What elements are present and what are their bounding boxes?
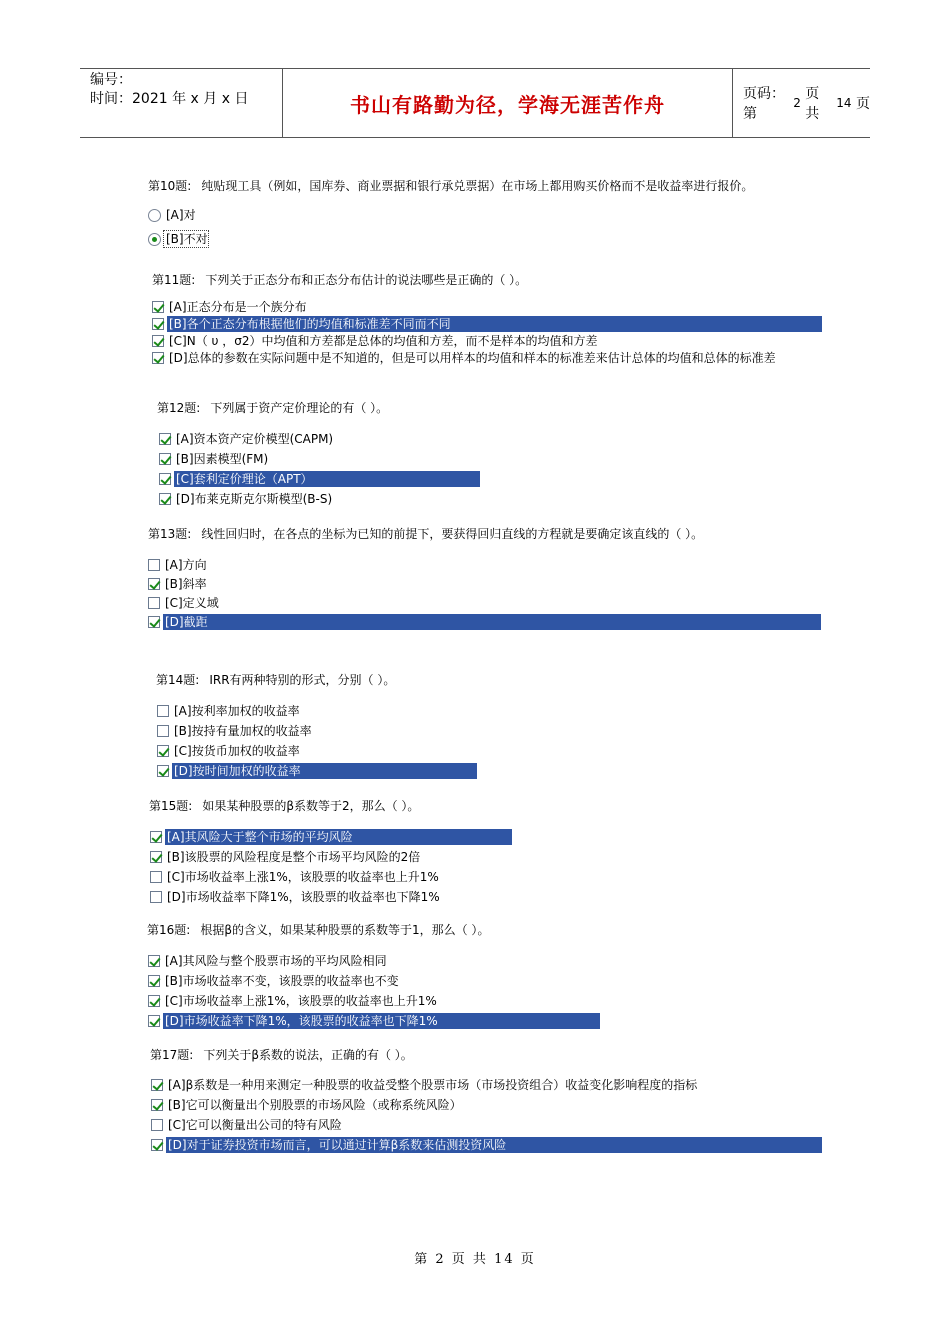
option-label: [A]方向 — [165, 558, 207, 572]
answer-option[interactable] — [150, 828, 512, 846]
footer-post: 页 — [520, 1252, 536, 1267]
checkbox-empty-icon[interactable] — [157, 725, 169, 737]
option-label: [B]斜率 — [165, 577, 207, 591]
checkbox-checked-icon[interactable] — [151, 1079, 163, 1091]
checkbox-checked-icon[interactable] — [151, 1139, 163, 1151]
date-line — [90, 90, 282, 109]
checkbox-checked-icon[interactable] — [159, 433, 171, 445]
option-label: [B]它可以衡量出个别股票的市场风险（或称系统风险） — [168, 1098, 462, 1112]
checkbox-checked-icon[interactable] — [148, 578, 160, 590]
option-label: [D]截距 — [163, 614, 821, 630]
answer-option[interactable] — [150, 888, 440, 906]
answer-option[interactable] — [152, 332, 598, 350]
answer-option[interactable] — [151, 1116, 342, 1134]
checkbox-empty-icon[interactable] — [148, 559, 160, 571]
answer-option[interactable] — [148, 613, 821, 631]
radio-selected-icon[interactable] — [148, 233, 161, 246]
question-text: 下列属于资产定价理论的有（ ）。 — [210, 401, 389, 415]
answer-option[interactable] — [151, 1096, 462, 1114]
question-text: 纯贴现工具（例如，国库券、商业票据和银行承兑票据）在市场上都用购买价格而不是收益率进行报价。 — [201, 179, 754, 193]
option-label: [A]其风险大于整个市场的平均风险 — [165, 829, 512, 845]
question-number: 第12题: — [157, 401, 201, 415]
answer-option[interactable] — [150, 868, 439, 886]
question-title — [152, 271, 527, 288]
answer-option[interactable] — [159, 490, 332, 508]
checkbox-checked-icon[interactable] — [148, 1015, 160, 1027]
checkbox-checked-icon[interactable] — [159, 493, 171, 505]
date-rest: 年 x 月 x 日 — [172, 91, 249, 107]
question-text: IRR有两种特别的形式，分别（ ）。 — [209, 673, 396, 687]
question-number: 第11题: — [152, 273, 196, 287]
option-label: [C]N（ υ ，σ2）中均值和方差都是总体的均值和方差，而不是样本的均值和方差 — [169, 334, 598, 348]
answer-option[interactable] — [151, 1136, 822, 1154]
option-label: [D]市场收益率下降1%，该股票的收益率也下降1% — [163, 1013, 600, 1029]
question-title — [150, 1046, 413, 1063]
option-label: [B]按持有量加权的收益率 — [174, 724, 312, 738]
answer-option[interactable] — [148, 556, 207, 574]
option-label: [D]布莱克斯克尔斯模型(B-S) — [176, 492, 333, 506]
question-title — [156, 671, 395, 688]
question-title — [149, 797, 419, 814]
checkbox-checked-icon[interactable] — [152, 335, 164, 347]
checkbox-empty-icon[interactable] — [151, 1119, 163, 1131]
checkbox-checked-icon[interactable] — [148, 616, 160, 628]
footer-page: 2 — [435, 1252, 446, 1267]
radio-empty-icon[interactable] — [148, 209, 161, 222]
code-label: 编号： — [90, 72, 132, 88]
page-total: 14 — [836, 96, 852, 110]
answer-option[interactable] — [148, 1012, 600, 1030]
option-label: [A]按利率加权的收益率 — [174, 704, 300, 718]
answer-option[interactable] — [157, 722, 312, 740]
answer-option[interactable] — [152, 298, 307, 316]
page-header — [80, 68, 870, 138]
checkbox-checked-icon[interactable] — [152, 318, 164, 330]
option-label: [A]正态分布是一个族分布 — [169, 300, 307, 314]
question-number: 第16题: — [147, 923, 191, 937]
option-label: [C]套利定价理论（APT） — [174, 471, 480, 487]
header-motto: 书山有路勤为径，学海无涯苦作舟 — [282, 69, 733, 137]
page-label: 页码：第 — [743, 86, 785, 122]
option-label: [A]对 — [166, 208, 196, 222]
checkbox-checked-icon[interactable] — [152, 352, 164, 364]
question-number: 第13题: — [148, 527, 192, 541]
answer-option[interactable] — [150, 848, 420, 866]
checkbox-checked-icon[interactable] — [159, 453, 171, 465]
option-label: [C]市场收益率上涨1%，该股票的收益率也上升1% — [165, 994, 437, 1008]
answer-option[interactable] — [151, 1076, 697, 1094]
checkbox-empty-icon[interactable] — [148, 597, 160, 609]
option-label: [A]资本资产定价模型(CAPM) — [176, 432, 334, 446]
answer-option[interactable] — [148, 230, 208, 248]
option-label: [D]按时间加权的收益率 — [172, 763, 477, 779]
option-label: [C]它可以衡量出公司的特有风险 — [168, 1118, 342, 1132]
question-text: 线性回归时，在各点的坐标为已知的前提下，要获得回归直线的方程就是要确定该直线的（ ）。 — [201, 527, 704, 541]
checkbox-checked-icon[interactable] — [148, 955, 160, 967]
option-label: [D]总体的参数在实际问题中是不知道的，但是可以用样本的均值和样本的标准差来估计总体的均值和总体的标准差 — [169, 351, 776, 365]
question-number: 第10题: — [148, 179, 192, 193]
answer-option[interactable] — [152, 315, 822, 333]
option-label: [B]不对 — [166, 232, 208, 246]
checkbox-empty-icon[interactable] — [150, 891, 162, 903]
checkbox-checked-icon[interactable] — [152, 301, 164, 313]
answer-option[interactable] — [159, 430, 333, 448]
checkbox-empty-icon[interactable] — [157, 705, 169, 717]
option-label: [A]其风险与整个股票市场的平均风险相同 — [165, 954, 387, 968]
checkbox-checked-icon[interactable] — [151, 1099, 163, 1111]
answer-option[interactable] — [148, 972, 399, 990]
answer-option[interactable] — [148, 992, 437, 1010]
answer-option[interactable] — [159, 450, 268, 468]
question-text: 如果某种股票的β系数等于2，那么（ ）。 — [202, 799, 420, 813]
question-title — [148, 177, 753, 194]
answer-option[interactable] — [148, 206, 196, 224]
footer-mid: 页 共 — [451, 1252, 488, 1267]
question-title — [148, 525, 703, 542]
answer-option[interactable] — [148, 575, 207, 593]
question-text: 下列关于β系数的说法，正确的有（ ）。 — [203, 1048, 413, 1062]
answer-option[interactable] — [159, 470, 480, 488]
answer-option[interactable] — [157, 762, 477, 780]
option-label: [A]β系数是一种用来测定一种股票的收益受整个股票市场（市场投资组合）收益变化影响程度的指标 — [168, 1078, 698, 1092]
checkbox-checked-icon[interactable] — [159, 473, 171, 485]
page-footer — [0, 1248, 950, 1267]
answer-option[interactable] — [148, 952, 387, 970]
checkbox-checked-icon[interactable] — [148, 995, 160, 1007]
option-label: [C]定义域 — [165, 596, 219, 610]
checkbox-checked-icon[interactable] — [150, 831, 162, 843]
option-label: [C]按货币加权的收益率 — [174, 744, 300, 758]
question-text: 根据β的含义，如果某种股票的系数等于1，那么（ ）。 — [200, 923, 490, 937]
answer-option[interactable] — [152, 349, 776, 367]
option-label: [D]对于证券投资市场而言，可以通过计算β系数来估测投资风险 — [166, 1137, 822, 1153]
question-number: 第15题: — [149, 799, 193, 813]
footer-pre: 第 — [414, 1252, 430, 1267]
checkbox-checked-icon[interactable] — [157, 765, 169, 777]
page-end: 页 — [856, 96, 870, 112]
page-number: 2 — [793, 96, 801, 110]
question-number: 第14题: — [156, 673, 200, 687]
option-label: [B]市场收益率不变，该股票的收益率也不变 — [165, 974, 399, 988]
header-page-info — [733, 69, 870, 137]
question-text: 下列关于正态分布和正态分布估计的说法哪些是正确的（ ）。 — [205, 273, 528, 287]
time-label: 时间： — [90, 91, 132, 107]
year: 2021 — [132, 91, 168, 107]
answer-option[interactable] — [157, 702, 300, 720]
option-label: [B]因素模型(FM) — [176, 452, 269, 466]
option-label: [C]市场收益率上涨1%，该股票的收益率也上升1% — [167, 870, 439, 884]
checkbox-empty-icon[interactable] — [150, 871, 162, 883]
footer-total: 14 — [494, 1252, 515, 1267]
checkbox-checked-icon[interactable] — [150, 851, 162, 863]
question-title — [157, 399, 388, 416]
checkbox-checked-icon[interactable] — [148, 975, 160, 987]
option-label: [B]各个正态分布根据他们的均值和标准差不同而不同 — [167, 316, 822, 332]
question-title — [147, 921, 489, 938]
answer-option[interactable] — [148, 594, 219, 612]
answer-option[interactable] — [157, 742, 300, 760]
option-label: [B]该股票的风险程度是整个市场平均风险的2倍 — [167, 850, 421, 864]
question-number: 第17题: — [150, 1048, 194, 1062]
option-label: [D]市场收益率下降1%，该股票的收益率也下降1% — [167, 890, 440, 904]
checkbox-checked-icon[interactable] — [157, 745, 169, 757]
page-mid: 页 共 — [805, 86, 820, 122]
header-meta — [80, 69, 282, 137]
